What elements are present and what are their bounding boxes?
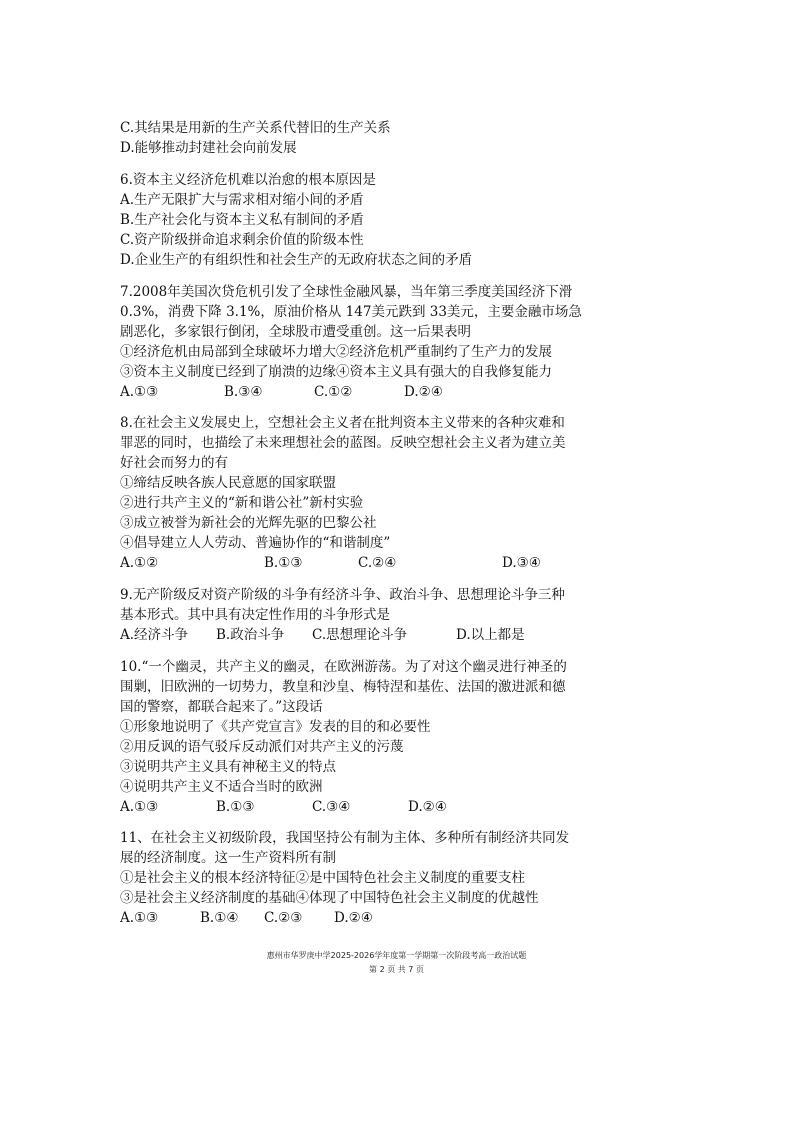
footer-exam-title: 惠州市华罗庚中学2025-2026学年度第一学期第一次阶段考高一政治试题 xyxy=(266,951,527,960)
q8-option-d: D.③④ xyxy=(502,555,541,571)
q7-statements-2: ③资本主义制度已经到了崩溃的边缘④资本主义具有强大的自我修复能力 xyxy=(120,364,552,380)
question-5-tail xyxy=(120,118,580,158)
q9-option-c: C.思想理论斗争 xyxy=(312,627,408,643)
q6-option-d: D.企业生产的有组织性和社会生产的无政府状态之间的矛盾 xyxy=(120,252,473,268)
question-7 xyxy=(120,282,580,402)
q8-stem-line-3: 好社会而努力的有 xyxy=(120,455,228,471)
q7-stem-line-3: 剧恶化，多家银行倒闭，全球股市遭受重创。这一后果表明 xyxy=(120,324,471,340)
q8-option-c: C.②④ xyxy=(358,555,397,571)
q9-option-a: A.经济斗争 xyxy=(120,627,189,643)
q11-options xyxy=(120,908,580,928)
q11-option-c: C.②③ xyxy=(264,910,303,926)
q5-option-c: C.其结果是用新的生产关系代替旧的生产关系 xyxy=(120,120,391,136)
question-10 xyxy=(120,657,580,817)
q10-option-d: D.②④ xyxy=(408,799,447,815)
q6-option-a: A.生产无限扩大与需求相对缩小间的矛盾 xyxy=(120,192,364,208)
q10-statement-2: ②用反讽的语气驳斥反动派们对共产主义的污蔑 xyxy=(120,739,404,755)
q8-option-a: A.①② xyxy=(120,555,159,571)
q7-options xyxy=(120,382,580,402)
q10-stem-line-1: 10.“一个幽灵，共产主义的幽灵，在欧洲游荡。为了对这个幽灵进行神圣的 xyxy=(120,659,567,675)
q8-statement-2: ②进行共产主义的“新和谐公社”新村实验 xyxy=(120,495,364,511)
footer-page-number: 第 2 页 共 7 页 xyxy=(369,965,424,974)
q8-stem-line-2: 罪恶的同时，也描绘了未来理想社会的蓝图。反映空想社会主义者为建立美 xyxy=(120,435,566,451)
q7-option-b: B.③④ xyxy=(224,384,263,400)
q7-stem-line-1: 7.2008年美国次贷危机引发了全球性金融风暴，当年第三季度美国经济下滑 xyxy=(120,284,573,300)
question-11 xyxy=(120,828,580,928)
q10-statement-1: ①形象地说明了《共产党宣言》发表的目的和必要性 xyxy=(120,719,431,735)
q7-option-c: C.①② xyxy=(314,384,353,400)
q11-statements-2: ③是社会主义经济制度的基础④体现了中国特色社会主义制度的优越性 xyxy=(120,890,539,906)
q6-stem: 6.资本主义经济危机难以治愈的根本原因是 xyxy=(120,172,376,188)
q8-statement-3: ③成立被誉为新社会的光辉先驱的巴黎公社 xyxy=(120,515,377,531)
q7-option-d: D.②④ xyxy=(404,384,443,400)
question-6 xyxy=(120,170,580,270)
q10-statement-3: ③说明共产主义具有神秘主义的特点 xyxy=(120,759,336,775)
q7-option-a: A.①③ xyxy=(120,384,159,400)
q10-option-b: B.①③ xyxy=(216,799,255,815)
q11-stem-line-2: 展的经济制度。这一生产资料所有制 xyxy=(120,850,336,866)
q7-statements-1: ①经济危机由局部到全球破坏力增大②经济危机严重制约了生产力的发展 xyxy=(120,344,552,360)
q11-option-b: B.①④ xyxy=(200,910,239,926)
q9-option-d: D.以上都是 xyxy=(456,627,525,643)
q8-option-b: B.①③ xyxy=(264,555,303,571)
q10-statement-4: ④说明共产主义不适合当时的欧洲 xyxy=(120,779,323,795)
q11-option-d: D.②④ xyxy=(334,910,373,926)
q11-option-a: A.①③ xyxy=(120,910,159,926)
q9-option-b: B.政治斗争 xyxy=(216,627,285,643)
question-9 xyxy=(120,585,580,645)
q10-options xyxy=(120,797,580,817)
q7-stem-line-2: 0.3%，消费下降 3.1%，原油价格从 147美元跌到 33美元，主要金融市场急 xyxy=(120,304,582,320)
q6-option-b: B.生产社会化与资本主义私有制间的矛盾 xyxy=(120,212,364,228)
q10-stem-line-2: 围剿，旧欧洲的一切势力，教皇和沙皇、梅特涅和基佐、法国的激进派和德 xyxy=(120,679,566,695)
q9-options xyxy=(120,625,580,645)
q9-stem-line-1: 9.无产阶级反对资产阶级的斗争有经济斗争、政治斗争、思想理论斗争三种 xyxy=(120,587,565,603)
q10-option-a: A.①③ xyxy=(120,799,159,815)
q10-option-c: C.③④ xyxy=(312,799,351,815)
q8-stem-line-1: 8.在社会主义发展史上，空想社会主义者在批判资本主义带来的各种灾难和 xyxy=(120,415,565,431)
q6-option-c: C.资产阶级拼命追求剩余价值的阶级本性 xyxy=(120,232,364,248)
q11-stem-line-1: 11、在社会主义初级阶段，我国坚持公有制为主体、多种所有制经济共同发 xyxy=(120,830,570,846)
q8-statement-4: ④倡导建立人人劳动、普遍协作的“和谐制度” xyxy=(120,535,391,551)
q11-statements-1: ①是社会主义的根本经济特征②是中国特色社会主义制度的重要支柱 xyxy=(120,870,525,886)
q10-stem-line-3: 国的警察，都联合起来了。”这段话 xyxy=(120,699,323,715)
q9-stem-line-2: 基本形式。其中具有决定性作用的斗争形式是 xyxy=(120,607,390,623)
q8-statement-1: ①缔结反映各族人民意愿的国家联盟 xyxy=(120,475,336,491)
q8-options xyxy=(120,553,580,573)
q5-option-d: D.能够推动封建社会向前发展 xyxy=(120,140,297,156)
question-8 xyxy=(120,413,580,573)
